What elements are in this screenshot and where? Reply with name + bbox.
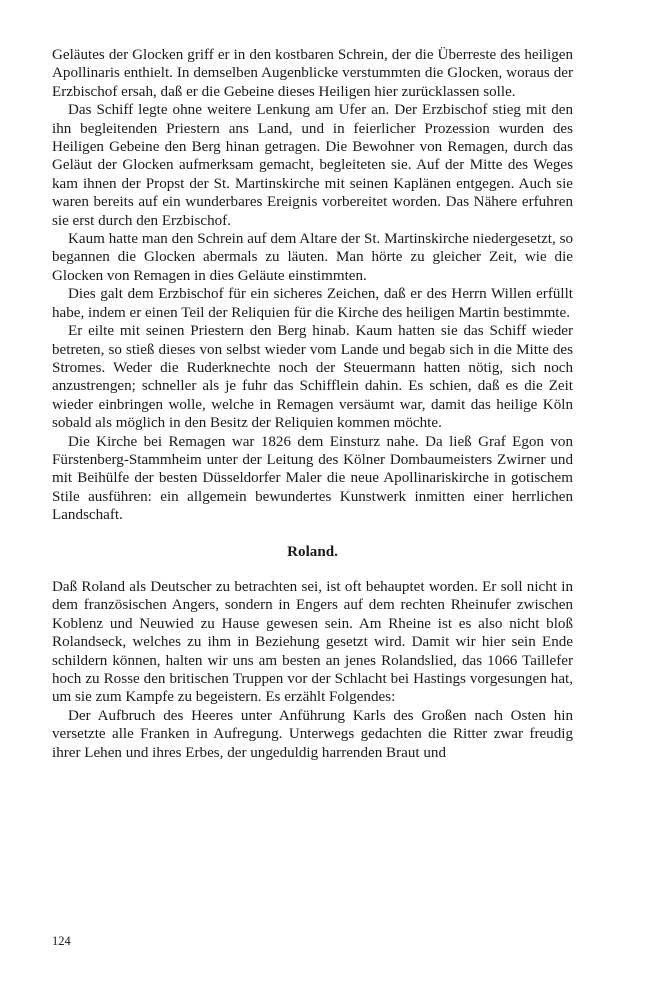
- section-heading: Roland.: [287, 543, 338, 560]
- body-paragraph: Er eilte mit seinen Priestern den Berg hinab. Kaum hatten sie das Schiff wieder betreten, so stieß dieses von selbst wieder vom Lande und begab sich in die Mitte des Stromes. Weder die Ruderknechte noch der Steuermann hatten nötig, sich noch anzustrengen; schneller als je fuhr das Schifflein dahin. Es schien, daß es die Zeit wieder einbringen wolle, welche in Remagen versäumt war, damit das heilige Köln sobald als möglich in den Besitz der Reliquien kommen möchte.: [52, 323, 573, 432]
- body-paragraph: Dies galt dem Erzbischof für ein sicheres Zeichen, daß er des Herrn Willen erfüllt habe, indem er einen Teil der Reliquien für die Kirche des heiligen Martin bestimmte.: [52, 286, 573, 321]
- body-paragraph: Geläutes der Glocken griff er in den kostbaren Schrein, der die Überreste des heiligen Apollinaris enthielt. In demselben Augenblicke verstummten die Glocken, woraus der Erzbischof ersah, daß er die Gebeine dieses Heiligen hier zurücklassen solle.: [52, 47, 573, 100]
- body-paragraph: Daß Roland als Deutscher zu betrachten sei, ist oft behauptet worden. Er soll nicht in dem französischen Angers, sondern in Engers auf dem rechten Rheinufer zwischen Koblenz und Neuwied zu Hause gewesen sein. Am Rheine ist es also nicht bloß Rolandseck, welches zu ihm in Beziehung gesetzt wird. Damit wir hier sein Ende schildern können, halten wir uns am besten an jenes Rolandslied, das 1066 Taillefer hoch zu Rosse den britischen Truppen vor der Schlacht bei Hastings vorgesungen hat, um sie zum Kampfe zu begeistern. Es erzählt Folgendes:: [52, 578, 573, 706]
- body-paragraph: Kaum hatte man den Schrein auf dem Altare der St. Martinskirche niedergesetzt, so begannen die Glocken abermals zu läuten. Man hörte zu gleicher Zeit, wie die Glocken von Remagen in dies Geläute einstimmten.: [52, 231, 573, 284]
- body-paragraph: Der Aufbruch des Heeres unter Anführung Karls des Großen nach Osten hin versetzte alle Franken in Aufregung. Unterwegs gedachten die Ritter zwar freudig ihrer Lehen und ihres Erbes, der ungeduldig harrenden Braut und: [52, 707, 573, 761]
- page-number: 124: [52, 934, 71, 948]
- page-body: [52, 46, 573, 762]
- body-paragraph: Das Schiff legte ohne weitere Lenkung am Ufer an. Der Erzbischof stieg mit den ihn begleitenden Priestern ans Land, und in feierlicher Prozession wurden des Heiligen Gebeine den Berg hinan getragen. Die Bewohner von Remagen, durch das Geläut der Glocken aufmerksam gemacht, begleiteten sie. Auf der Mitte des Weges kam ihnen der Propst der St. Martinskirche mit seinen Kaplänen entgegen. Auch sie waren bereits auf ein wunderbares Ereignis vorbereitet worden. Das Nähere erfuhren sie erst durch den Erzbischof.: [52, 102, 573, 229]
- body-paragraph: Die Kirche bei Remagen war 1826 dem Einsturz nahe. Da ließ Graf Egon von Fürstenberg-Stammheim unter der Leitung des Kölner Dombaumeisters Zwirner und mit Beihülfe der besten Düsseldorfer Maler die neue Apollinariskirche in gotischem Stile ausführen: ein allgemein bewundertes Kunstwerk inmitten einer herrlichen Landschaft.: [52, 433, 573, 524]
